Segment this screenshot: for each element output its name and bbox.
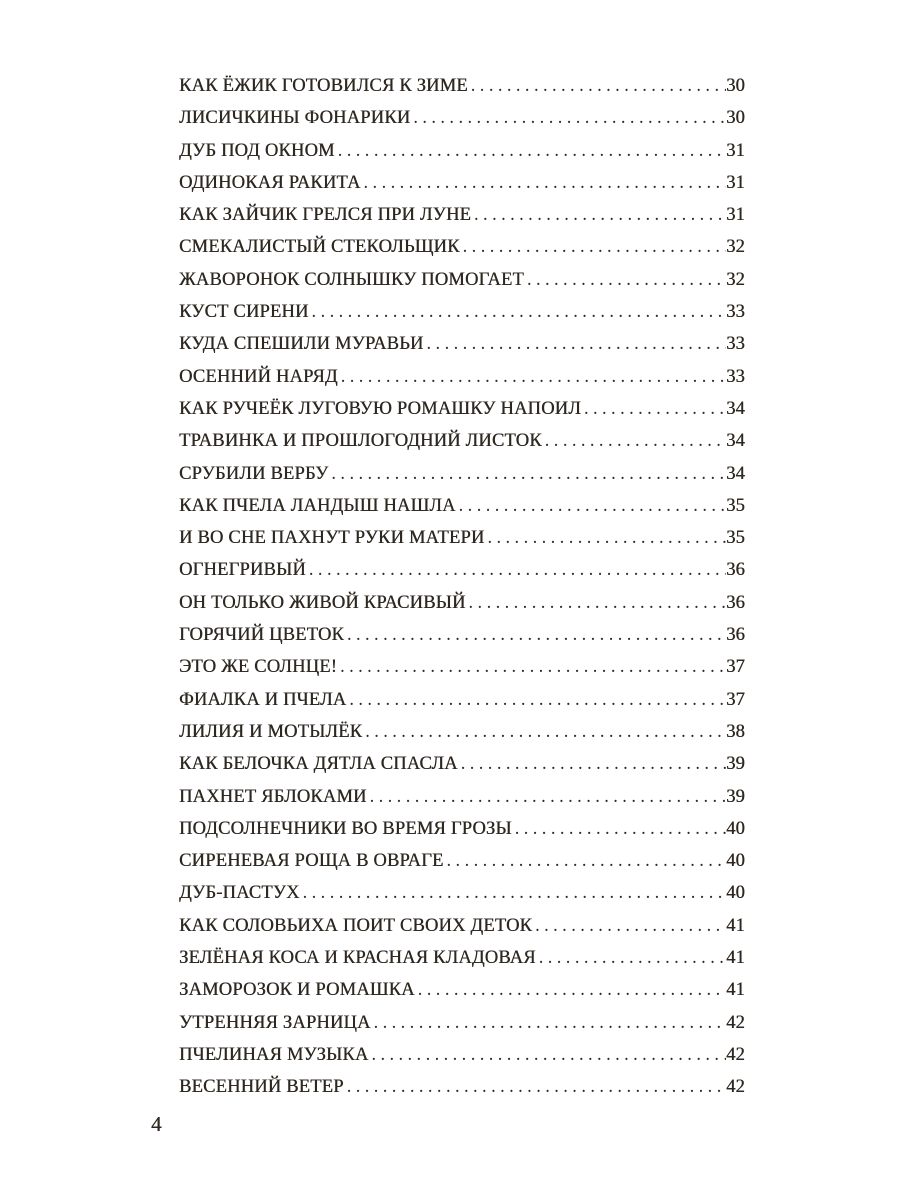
toc-entry-page: 30: [726, 108, 745, 129]
toc-entry: [179, 296, 745, 328]
toc-entry: [179, 264, 745, 296]
table-of-contents: [179, 70, 745, 1104]
toc-entry-title: ПОДСОЛНЕЧНИКИ ВО ВРЕМЯ ГРОЗЫ: [179, 818, 512, 839]
toc-entry-title: КАК ПЧЕЛА ЛАНДЫШ НАШЛА: [179, 495, 456, 516]
dot-leader: [364, 167, 727, 199]
toc-entry-title: ОДИНОКАЯ РАКИТА: [179, 172, 361, 193]
toc-entry-title: ГОРЯЧИЙ ЦВЕТОК: [179, 625, 344, 646]
dot-leader: [312, 296, 727, 328]
toc-entry-page: 41: [726, 980, 745, 1001]
dot-leader: [459, 490, 726, 522]
toc-entry-page: 33: [726, 334, 745, 355]
toc-entry: [179, 393, 745, 425]
toc-entry: [179, 554, 745, 586]
toc-entry: [179, 813, 745, 845]
toc-entry: [179, 102, 745, 134]
dot-leader: [418, 974, 726, 1006]
toc-entry-page: 38: [726, 721, 745, 742]
toc-entry: [179, 587, 745, 619]
toc-entry-page: 33: [726, 302, 745, 323]
dot-leader: [474, 199, 726, 231]
toc-entry: [179, 910, 745, 942]
toc-entry-page: 40: [726, 818, 745, 839]
toc-entry-page: 32: [726, 269, 745, 290]
toc-entry-title: ОН ТОЛЬКО ЖИВОЙ КРАСИВЫЙ: [179, 592, 466, 613]
toc-entry-title: ДУБ-ПАСТУХ: [179, 883, 300, 904]
toc-entry: [179, 877, 745, 909]
toc-entry-page: 34: [726, 463, 745, 484]
toc-entry: [179, 199, 745, 231]
dot-leader: [545, 425, 726, 457]
toc-entry-title: КАК ЁЖИК ГОТОВИЛСЯ К ЗИМЕ: [179, 76, 468, 96]
toc-entry: [179, 974, 745, 1006]
toc-entry-title: КАК СОЛОВЬИХА ПОИТ СВОИХ ДЕТОК: [179, 915, 533, 936]
dot-leader: [469, 587, 727, 619]
toc-entry-title: ЛИСИЧКИНЫ ФОНАРИКИ: [179, 108, 411, 129]
toc-entry: [179, 522, 745, 554]
toc-entry-page: 33: [726, 366, 745, 387]
toc-entry-title: ФИАЛКА И ПЧЕЛА: [179, 689, 347, 710]
dot-leader: [349, 684, 726, 716]
dot-leader: [487, 522, 726, 554]
toc-entry: [179, 1071, 745, 1103]
toc-entry-title: ЗАМОРОЗОК И РОМАШКА: [179, 980, 415, 1001]
toc-entry-title: УТРЕННЯЯ ЗАРНИЦА: [179, 1012, 371, 1033]
toc-entry: [179, 135, 745, 167]
dot-leader: [584, 393, 726, 425]
dot-leader: [309, 554, 726, 586]
toc-entry: [179, 684, 745, 716]
toc-entry: [179, 716, 745, 748]
toc-entry-page: 31: [726, 205, 745, 226]
toc-entry-title: ПЧЕЛИНАЯ МУЗЫКА: [179, 1044, 369, 1065]
toc-entry-page: 39: [726, 786, 745, 807]
toc-entry-page: 37: [726, 657, 745, 678]
toc-entry-title: ЛИЛИЯ И МОТЫЛЁК: [179, 721, 363, 742]
toc-entry-title: КУДА СПЕШИЛИ МУРАВЬИ: [179, 334, 424, 355]
dot-leader: [303, 877, 726, 909]
toc-entry-page: 40: [726, 851, 745, 872]
toc-entry-page: 37: [726, 689, 745, 710]
toc-entry-title: КАК РУЧЕЁК ЛУГОВУЮ РОМАШКУ НАПОИЛ: [179, 398, 581, 419]
toc-entry-page: 42: [726, 1012, 745, 1033]
toc-entry-title: СМЕКАЛИСТЫЙ СТЕКОЛЬЩИК: [179, 237, 460, 258]
toc-entry-title: ТРАВИНКА И ПРОШЛОГОДНИЙ ЛИСТОК: [179, 431, 542, 452]
toc-entry-page: 36: [726, 560, 745, 581]
toc-entry-title: КУСТ СИРЕНИ: [179, 302, 309, 323]
dot-leader: [331, 458, 726, 490]
dot-leader: [535, 910, 726, 942]
dot-leader: [471, 70, 726, 102]
toc-entry-title: ДУБ ПОД ОКНОМ: [179, 140, 335, 161]
dot-leader: [447, 845, 727, 877]
toc-entry: [179, 167, 745, 199]
toc-entry-title: КАК БЕЛОЧКА ДЯТЛА СПАСЛА: [179, 754, 458, 775]
toc-entry: [179, 361, 745, 393]
dot-leader: [338, 135, 726, 167]
toc-entry: [179, 1039, 745, 1071]
dot-leader: [370, 781, 727, 813]
dot-leader: [365, 716, 726, 748]
toc-entry-title: СИРЕНЕВАЯ РОЩА В ОВРАГЕ: [179, 851, 444, 872]
toc-entry-page: 35: [726, 528, 745, 549]
toc-entry-page: 42: [726, 1044, 745, 1065]
toc-entry: [179, 490, 745, 522]
toc-entry-page: 42: [726, 1077, 745, 1098]
page-number: 4: [151, 1112, 162, 1136]
toc-entry: [179, 781, 745, 813]
toc-entry-page: 35: [726, 495, 745, 516]
dot-leader: [413, 102, 726, 134]
dot-leader: [515, 813, 726, 845]
toc-entry-title: ОСЕННИЙ НАРЯД: [179, 366, 338, 387]
toc-entry-title: ЖАВОРОНОК СОЛНЫШКУ ПОМОГАЕТ: [179, 269, 524, 290]
dot-leader: [427, 328, 727, 360]
toc-entry-page: 34: [726, 431, 745, 452]
toc-entry: [179, 328, 745, 360]
toc-entry: [179, 1007, 745, 1039]
dot-leader: [527, 264, 726, 296]
toc-entry-title: СРУБИЛИ ВЕРБУ: [179, 463, 329, 484]
toc-entry-page: 36: [726, 592, 745, 613]
toc-entry-page: 41: [726, 948, 745, 969]
toc-entry-page: 34: [726, 398, 745, 419]
toc-entry: [179, 748, 745, 780]
toc-entry-title: ЗЕЛЁНАЯ КОСА И КРАСНАЯ КЛАДОВАЯ: [179, 948, 536, 969]
toc-entry-title: И ВО СНЕ ПАХНУТ РУКИ МАТЕРИ: [179, 528, 485, 549]
dot-leader: [374, 1007, 727, 1039]
toc-entry-page: 31: [726, 140, 745, 161]
toc-entry-page: 40: [726, 883, 745, 904]
dot-leader: [340, 651, 726, 683]
toc-entry-page: 36: [726, 625, 745, 646]
dot-leader: [463, 231, 726, 263]
toc-entry: [179, 651, 745, 683]
dot-leader: [539, 942, 726, 974]
toc-entry: [179, 425, 745, 457]
toc-entry-page: 32: [726, 237, 745, 258]
toc-entry-page: 41: [726, 915, 745, 936]
dot-leader: [347, 619, 726, 651]
toc-entry-page: 39: [726, 754, 745, 775]
toc-entry: [179, 845, 745, 877]
toc-entry: [179, 70, 745, 102]
toc-entry-title: ОГНЕГРИВЫЙ: [179, 560, 306, 581]
dot-leader: [461, 748, 726, 780]
dot-leader: [341, 361, 726, 393]
toc-entry-page: 31: [726, 172, 745, 193]
dot-leader: [371, 1039, 726, 1071]
dot-leader: [347, 1071, 726, 1103]
toc-entry-title: КАК ЗАЙЧИК ГРЕЛСЯ ПРИ ЛУНЕ: [179, 205, 472, 226]
toc-entry: [179, 619, 745, 651]
toc-entry: [179, 942, 745, 974]
toc-entry-title: ЭТО ЖЕ СОЛНЦЕ!: [179, 657, 338, 678]
toc-entry-page: 30: [726, 76, 745, 96]
toc-entry-title: ВЕСЕННИЙ ВЕТЕР: [179, 1077, 344, 1098]
toc-entry: [179, 458, 745, 490]
toc-entry-title: ПАХНЕТ ЯБЛОКАМИ: [179, 786, 367, 807]
toc-entry: [179, 231, 745, 263]
